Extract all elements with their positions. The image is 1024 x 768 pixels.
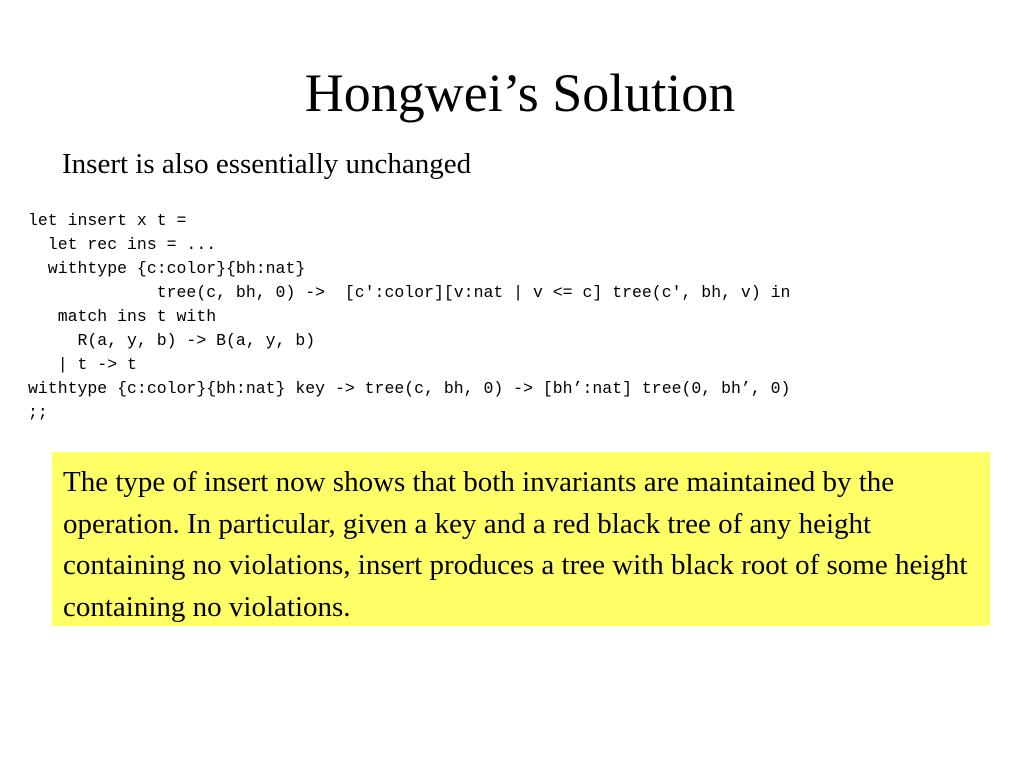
highlight-note: The type of insert now shows that both invariants are maintained by the operation. In particular, given a key and a red black tree of any height containing no violations, insert produces a tree with black root of some height containing no violations. [52,452,990,626]
slide-title: Hongwei’s Solution [304,63,736,123]
code-line: withtype {c:color}{bh:nat} [28,259,306,278]
code-line: match ins t with [28,307,217,326]
slide-subtitle: Insert is also essentially unchanged [62,148,472,180]
code-line: ;; [28,403,48,422]
code-line: tree(c, bh, 0) -> [c':color][v:nat | v <= c] tree(c', bh, v) in [28,283,791,302]
code-line: let insert x t = [28,211,187,230]
code-block [28,209,790,425]
code-line: withtype {c:color}{bh:nat} key -> tree(c, bh, 0) -> [bh’:nat] tree(0, bh’, 0) [28,379,791,398]
code-line: let rec ins = ... [28,235,217,254]
code-line: R(a, y, b) -> B(a, y, b) [28,331,316,350]
code-line: | t -> t [28,355,137,374]
